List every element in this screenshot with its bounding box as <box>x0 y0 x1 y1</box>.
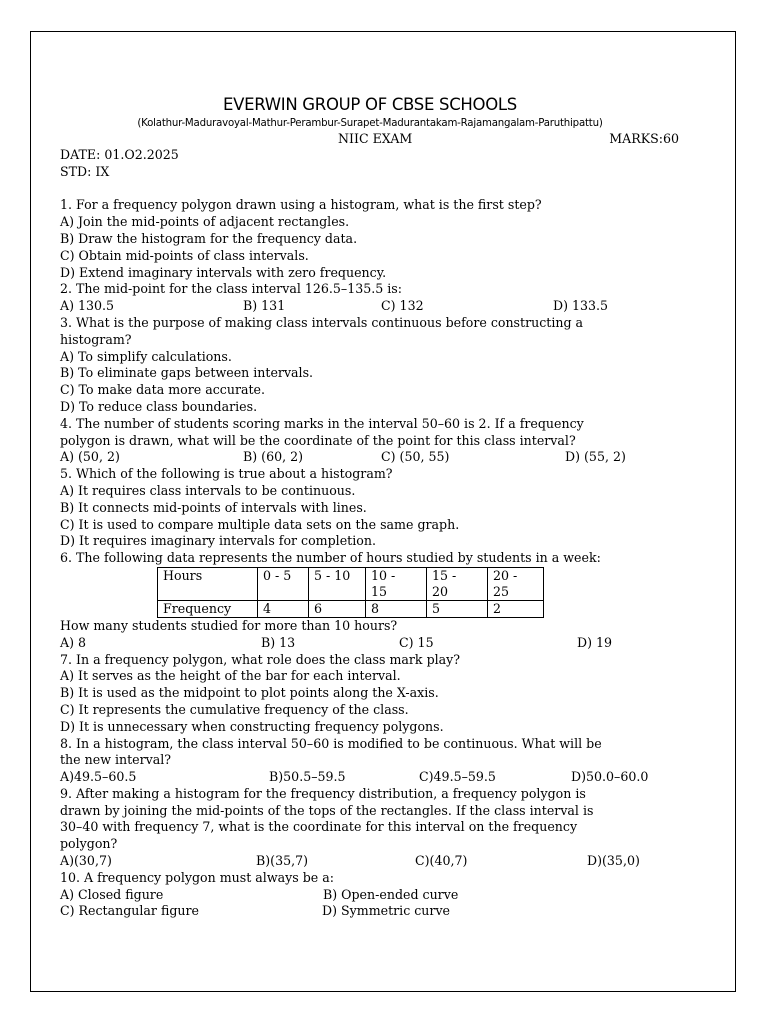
q10-option-d: D) Symmetric curve <box>322 903 451 919</box>
table-header-frequency: Frequency <box>158 600 258 617</box>
q8-options <box>60 769 680 786</box>
question-9-cont: polygon? <box>60 836 118 852</box>
q2-option-b: B) 131 <box>243 298 286 314</box>
question-1: 1. For a frequency polygon drawn using a histogram, what is the first step? <box>60 197 542 213</box>
question-9-cont: drawn by joining the mid-points of the tops of the rectangles. If the class interval is <box>60 802 594 818</box>
exam-row <box>60 131 680 147</box>
question-4-cont: polygon is drawn, what will be the coordinate of the point for this class interval? <box>60 432 576 448</box>
q6-option-a: A) 8 <box>60 634 87 650</box>
q7-option-c: C) It represents the cumulative frequency of the class. <box>60 701 409 717</box>
q10-option-b: B) Open-ended curve <box>323 886 459 902</box>
q2-option-d: D) 133.5 <box>553 298 609 314</box>
exam-date: DATE: 01.O2.2025 <box>60 147 179 162</box>
question-9: 9. After making a histogram for the frequency distribution, a frequency polygon is <box>60 785 586 801</box>
branch-list: (Kolathur-Maduravoyal-Mathur-Perambur-Surapet-Madurantakam-Rajamangalam-Paruthipattu) <box>137 118 603 129</box>
table-cell: 6 <box>309 600 366 617</box>
q3-option-b: B) To eliminate gaps between intervals. <box>60 365 314 381</box>
q4-option-c: C) (50, 55) <box>381 449 450 465</box>
question-5: 5. Which of the following is true about a histogram? <box>60 466 393 482</box>
q9-option-c: C)(40,7) <box>415 853 468 869</box>
question-10: 10. A frequency polygon must always be a: <box>60 869 334 885</box>
q7-option-d: D) It is unnecessary when constructing frequency polygons. <box>60 718 444 734</box>
q2-option-a: A) 130.5 <box>60 298 115 314</box>
q7-option-b: B) It is used as the midpoint to plot points along the X-axis. <box>60 685 439 701</box>
q8-option-c: C)49.5–59.5 <box>419 769 496 785</box>
q8-option-b: B)50.5–59.5 <box>269 769 346 785</box>
q5-option-b: B) It connects mid-points of intervals with lines. <box>60 499 367 515</box>
q6-option-b: B) 13 <box>261 634 296 650</box>
q2-options <box>60 298 680 315</box>
question-3: 3. What is the purpose of making class intervals continuous before constructing a <box>60 314 584 330</box>
q4-option-d: D) (55, 2) <box>565 449 626 465</box>
table-cell: 15 - 20 <box>427 567 488 600</box>
q8-option-a: A)49.5–60.5 <box>60 769 137 785</box>
q1-option-a: A) Join the mid-points of adjacent rectangles. <box>60 214 350 230</box>
table-cell: 0 - 5 <box>258 567 309 600</box>
hours-frequency-table <box>157 567 544 618</box>
total-marks: MARKS:60 <box>609 131 679 146</box>
q7-option-a: A) It serves as the height of the bar for each interval. <box>60 668 401 684</box>
q3-option-c: C) To make data more accurate. <box>60 382 266 398</box>
q10-options-row2 <box>60 903 680 920</box>
question-3-cont: histogram? <box>60 331 132 347</box>
q9-options <box>60 853 680 870</box>
table-cell: 4 <box>258 600 309 617</box>
q6-options <box>60 635 680 652</box>
table-cell: 8 <box>366 600 427 617</box>
q5-option-d: D) It requires imaginary intervals for completion. <box>60 533 376 549</box>
table-cell: 5 - 10 <box>309 567 366 600</box>
q6-option-c: C) 15 <box>399 634 434 650</box>
q9-option-b: B)(35,7) <box>256 853 309 869</box>
q1-option-c: C) Obtain mid-points of class intervals. <box>60 247 309 263</box>
school-title: EVERWIN GROUP OF CBSE SCHOOLS <box>223 95 517 114</box>
q5-option-a: A) It requires class intervals to be continuous. <box>60 482 356 498</box>
q1-option-d: D) Extend imaginary intervals with zero frequency. <box>60 264 387 280</box>
q10-option-c: C) Rectangular figure <box>60 903 199 919</box>
q5-option-c: C) It is used to compare multiple data sets on the same graph. <box>60 516 460 532</box>
table-header-hours: Hours <box>158 567 258 600</box>
q3-option-a: A) To simplify calculations. <box>60 348 232 364</box>
question-4: 4. The number of students scoring marks in the interval 50–60 is 2. If a frequency <box>60 415 584 431</box>
question-7: 7. In a frequency polygon, what role does the class mark play? <box>60 651 461 667</box>
table-cell: 2 <box>488 600 544 617</box>
question-6-sub: How many students studied for more than 10 hours? <box>60 617 398 633</box>
q8-option-d: D)50.0–60.0 <box>571 769 649 785</box>
q9-option-a: A)(30,7) <box>60 853 112 869</box>
question-8-cont: the new interval? <box>60 752 172 768</box>
exam-content <box>60 94 680 920</box>
question-8: 8. In a histogram, the class interval 50–60 is modified to be continuous. What will be <box>60 735 602 751</box>
table-cell: 5 <box>427 600 488 617</box>
question-9-cont: 30–40 with frequency 7, what is the coordinate for this interval on the frequency <box>60 819 578 835</box>
question-2: 2. The mid-point for the class interval 126.5–135.5 is: <box>60 281 402 297</box>
q3-option-d: D) To reduce class boundaries. <box>60 398 258 414</box>
q2-option-c: C) 132 <box>381 298 424 314</box>
q1-option-b: B) Draw the histogram for the frequency data. <box>60 230 358 246</box>
q9-option-d: D)(35,0) <box>587 853 640 869</box>
q4-option-a: A) (50, 2) <box>60 449 120 465</box>
q10-options-row1 <box>60 887 680 904</box>
standard: STD: IX <box>60 163 110 179</box>
table-cell: 10 - 15 <box>366 567 427 600</box>
exam-name: NIIC EXAM <box>338 131 413 146</box>
q4-options <box>60 449 680 466</box>
q10-option-a: A) Closed figure <box>60 886 164 902</box>
question-6: 6. The following data represents the number of hours studied by students in a week: <box>60 550 601 566</box>
q6-option-d: D) 19 <box>577 634 613 650</box>
q4-option-b: B) (60, 2) <box>243 449 304 465</box>
table-cell: 20 - 25 <box>488 567 544 600</box>
